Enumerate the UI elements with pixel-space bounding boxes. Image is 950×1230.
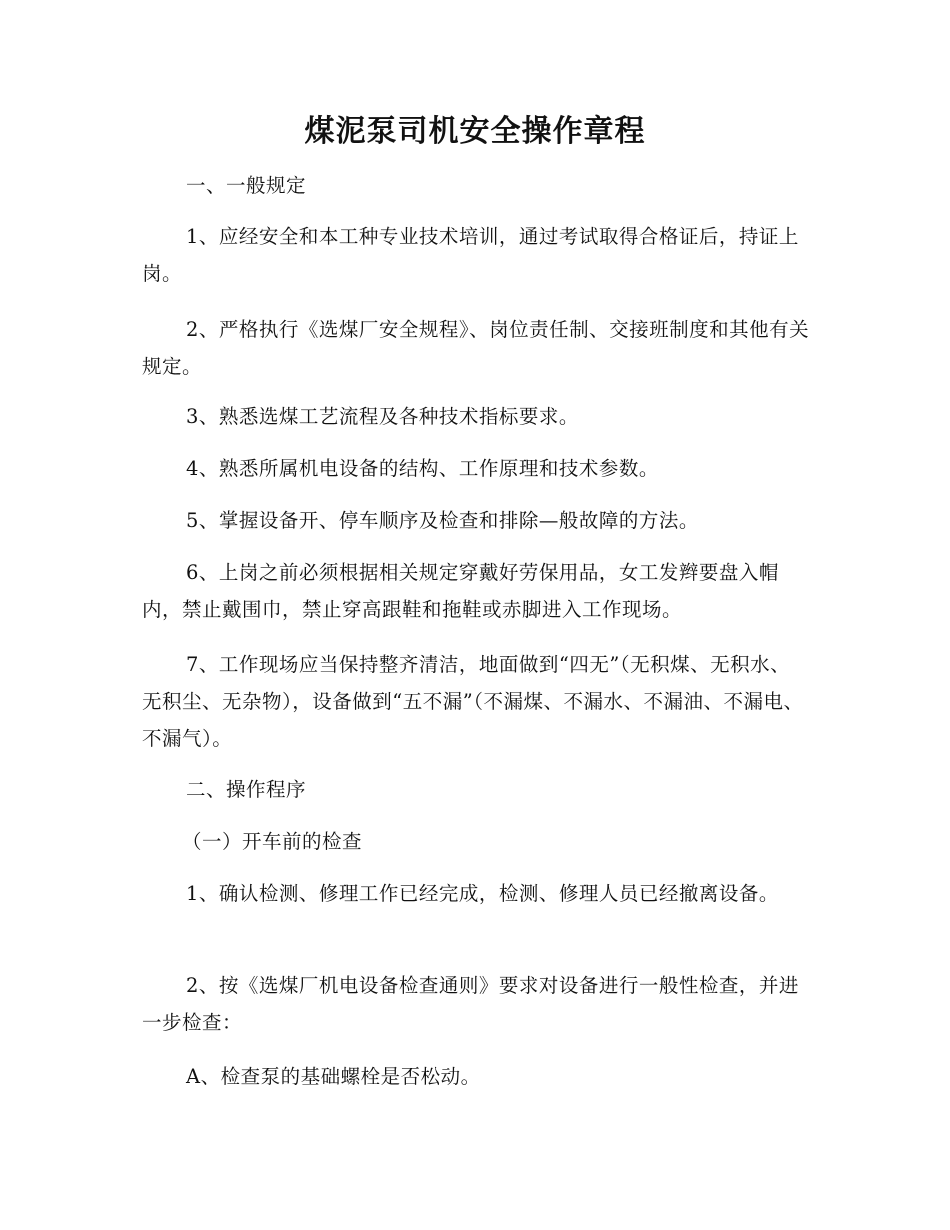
paragraph-check-2: 2、按《选煤厂机电设备检查通则》要求对设备进行一般性检查，并进一步检查：	[142, 974, 799, 1034]
paragraph-check-1: 1、确认检测、修理工作已经完成，检测、修理人员已经撤离设备。	[186, 882, 779, 905]
paragraph-check-a: A、检查泵的基础螺栓是否松动。	[186, 1065, 481, 1088]
paragraph-item-1: 1、应经安全和本工种专业技术培训，通过考试取得合格证后，持证上岗。	[142, 225, 799, 285]
paragraph-item-2: 2、严格执行《选煤厂安全规程》、岗位责任制、交接班制度和其他有关规定。	[142, 318, 810, 378]
section-heading-general: 一、一般规定	[186, 174, 307, 197]
paragraph-item-7: 7、工作现场应当保持整齐清洁，地面做到“四无”（无积煤、无积水、无积尘、无杂物），设备做到“五不漏”（不漏煤、不漏水、不漏油、不漏电、不漏气）。	[142, 653, 804, 750]
paragraph-item-3: 3、熟悉选煤工艺流程及各种技术指标要求。	[186, 405, 579, 428]
paragraph-item-4: 4、熟悉所属机电设备的结构、工作原理和技术参数。	[186, 457, 659, 480]
section-heading-procedure: 二、操作程序	[186, 778, 307, 801]
paragraph-item-5: 5、掌握设备开、停车顺序及检查和排除—般故障的方法。	[186, 509, 699, 532]
document-title: 煤泥泵司机安全操作章程	[304, 114, 646, 149]
paragraph-item-6: 6、上岗之前必须根据相关规定穿戴好劳保用品，女工发辫要盘入帽内，禁止戴围巾，禁止穿高跟鞋和拖鞋或赤脚进入工作现场。	[142, 561, 779, 621]
subsection-heading-pre-start-check: （一）开车前的检查	[182, 830, 363, 853]
